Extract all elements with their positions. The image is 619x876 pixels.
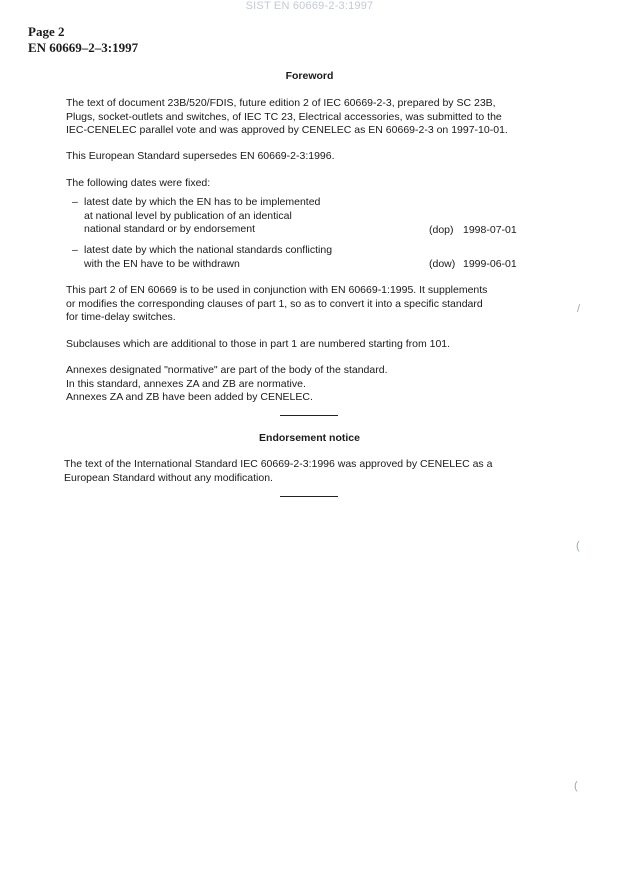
dash-bullet: – bbox=[72, 244, 78, 256]
section-divider bbox=[280, 496, 338, 497]
text-line: national standard or by endorsement bbox=[84, 223, 256, 235]
text-line: IEC-CENELEC parallel vote and was approved by CENELEC as EN 60669-2-3 on 1997-10-01. bbox=[66, 124, 508, 136]
text-line: with the EN have to be withdrawn bbox=[84, 257, 240, 270]
scan-mark: ( bbox=[574, 780, 578, 792]
text-line: Plugs, socket-outlets and switches, of IEC TC 23, Electrical accessories, was submitted to the bbox=[66, 110, 502, 123]
scan-mark: ( bbox=[576, 540, 580, 552]
text-line: The following dates were fixed: bbox=[66, 177, 211, 189]
date-code-dow: (dow) bbox=[429, 258, 456, 270]
date-code-dop: (dop) bbox=[429, 224, 454, 236]
scan-mark: / bbox=[577, 303, 581, 315]
date-value-dop: 1998-07-01 bbox=[463, 224, 517, 236]
endorsement-title: Endorsement notice bbox=[259, 432, 360, 444]
text-line: for time-delay switches. bbox=[66, 311, 176, 323]
text-line: In this standard, annexes ZA and ZB are normative. bbox=[66, 377, 306, 390]
dash-bullet: – bbox=[72, 196, 78, 208]
endorsement-text bbox=[64, 458, 492, 485]
text-line: or modifies the corresponding clauses of part 1, so as to convert it into a specific standard bbox=[66, 297, 483, 310]
text-line: The text of the International Standard IEC 60669-2-3:1996 was approved by CENELEC as a bbox=[64, 458, 493, 470]
list-item-dow bbox=[72, 244, 332, 271]
text-line: Subclauses which are additional to those in part 1 are numbered starting from 101. bbox=[66, 338, 451, 350]
text-line: latest date by which the national standards conflicting bbox=[84, 244, 333, 256]
annex-paragraph bbox=[66, 364, 388, 405]
text-line: European Standard without any modification. bbox=[64, 471, 273, 484]
foreword-intro bbox=[66, 97, 508, 138]
section-divider bbox=[280, 415, 338, 416]
page-number: Page 2 bbox=[28, 24, 65, 39]
document-id: EN 60669–2–3:1997 bbox=[28, 40, 139, 55]
text-line: The text of document 23B/520/FDIS, future edition 2 of IEC 60669-2-3, prepared by SC 23B, bbox=[66, 97, 496, 109]
text-line: Annexes ZA and ZB have been added by CENELEC. bbox=[66, 391, 313, 403]
text-line: latest date by which the EN has to be implemented bbox=[84, 196, 321, 208]
watermark: SIST EN 60669-2-3:1997 bbox=[245, 0, 374, 12]
text-line: This European Standard supersedes EN 60669-2-3:1996. bbox=[66, 150, 335, 162]
part-paragraph bbox=[66, 284, 487, 325]
text-line: at national level by publication of an identical bbox=[84, 209, 292, 222]
date-value-dow: 1999-06-01 bbox=[463, 258, 517, 270]
list-item-dop bbox=[72, 196, 320, 237]
subclauses-text bbox=[66, 338, 450, 352]
foreword-title: Foreword bbox=[285, 70, 334, 82]
supersedes-text bbox=[66, 150, 335, 164]
text-line: This part 2 of EN 60669 is to be used in conjunction with EN 60669-1:1995. It supplements bbox=[66, 284, 488, 296]
text-line: Annexes designated "normative" are part of the body of the standard. bbox=[66, 364, 388, 376]
dates-intro bbox=[66, 177, 210, 191]
